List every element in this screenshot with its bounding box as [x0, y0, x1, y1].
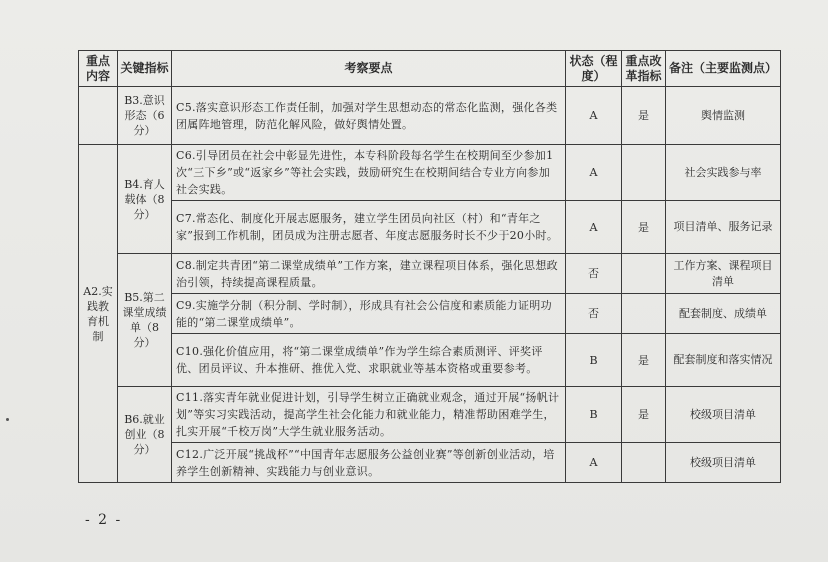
table-row: [79, 145, 781, 201]
table-row: [79, 254, 781, 294]
table-row: [79, 201, 781, 254]
reform-cell: 是: [622, 387, 666, 443]
reform-cell: [622, 443, 666, 483]
table-header-row: [79, 51, 781, 87]
note-cell: 校级项目清单: [666, 387, 781, 443]
key-indicator-cell: B3.意识形态（6分）: [118, 87, 172, 145]
requirement-cell: C11.落实青年就业促进计划，引导学生树立正确就业观念，通过开展“扬帆计划”等实习实践活动，提高学生社会化能力和就业能力，精准帮助困难学生，扎实开展“千校万岗”大学生就业服务活动。: [172, 387, 566, 443]
note-cell: 校级项目清单: [666, 443, 781, 483]
status-cell: 否: [566, 254, 622, 294]
reform-cell: [622, 254, 666, 294]
table-row: [79, 294, 781, 334]
key-indicator-cell: B5.第二课堂成绩单（8分）: [118, 254, 172, 387]
note-cell: 工作方案、课程项目清单: [666, 254, 781, 294]
reform-cell: 是: [622, 201, 666, 254]
note-cell: 社会实践参与率: [666, 145, 781, 201]
requirement-cell: C12.广泛开展“挑战杯”“中国青年志愿服务公益创业赛”等创新创业活动，培养学生创新精神、实践能力与创业意识。: [172, 443, 566, 483]
requirement-cell: C8.制定共青团“第二课堂成绩单”工作方案，建立课程项目体系，强化思想政治引领，持续提高课程质量。: [172, 254, 566, 294]
page-number: - 2 -: [85, 512, 123, 528]
requirement-cell: C10.强化价值应用，将“第二课堂成绩单”作为学生综合素质测评、评奖评优、团员评议、升本推研、推优入党、求职就业等基本资格或重要参考。: [172, 334, 566, 387]
status-cell: B: [566, 334, 622, 387]
status-cell: A: [566, 145, 622, 201]
key-content-cell: A2.实践教育机制: [79, 145, 118, 483]
note-cell: 配套制度和落实情况: [666, 334, 781, 387]
table-row: [79, 87, 781, 145]
scan-mark: [6, 418, 9, 421]
table-row: [79, 387, 781, 443]
status-cell: A: [566, 443, 622, 483]
requirement-cell: C5.落实意识形态工作责任制，加强对学生思想动态的常态化监测，强化各类团属阵地管理，防范化解风险，做好舆情处置。: [172, 87, 566, 145]
key-content-cell-empty: [79, 87, 118, 145]
evaluation-table: [78, 50, 781, 483]
status-cell: A: [566, 201, 622, 254]
reform-cell: 是: [622, 87, 666, 145]
table-row: [79, 443, 781, 483]
requirement-cell: C7.常态化、制度化开展志愿服务，建立学生团员向社区（村）和“青年之家”报到工作机制，团员成为注册志愿者、年度志愿服务时长不少于20小时。: [172, 201, 566, 254]
requirement-cell: C9.实施学分制（积分制、学时制），形成具有社会公信度和素质能力证明功能的“第二课堂成绩单”。: [172, 294, 566, 334]
key-indicator-cell: B6.就业创业（8分）: [118, 387, 172, 483]
header-note: 备注（主要监测点）: [666, 51, 781, 87]
table-row: [79, 334, 781, 387]
requirement-cell: C6.引导团员在社会中彰显先进性，本专科阶段每名学生在校期间至少参加1次“三下乡”或“返家乡”等社会实践，鼓励研究生在校期间结合专业方向参加社会实践。: [172, 145, 566, 201]
reform-cell: [622, 145, 666, 201]
note-cell: 配套制度、成绩单: [666, 294, 781, 334]
header-reform: 重点改革指标: [622, 51, 666, 87]
note-cell: 舆情监测: [666, 87, 781, 145]
status-cell: A: [566, 87, 622, 145]
status-cell: 否: [566, 294, 622, 334]
header-status: 状态（程度）: [566, 51, 622, 87]
reform-cell: 是: [622, 334, 666, 387]
key-indicator-cell: B4.育人载体（8分）: [118, 145, 172, 254]
header-requirements: 考察要点: [172, 51, 566, 87]
note-cell: 项目清单、服务记录: [666, 201, 781, 254]
header-key-indicator: 关键指标: [118, 51, 172, 87]
reform-cell: [622, 294, 666, 334]
header-key-content: 重点内容: [79, 51, 118, 87]
status-cell: B: [566, 387, 622, 443]
